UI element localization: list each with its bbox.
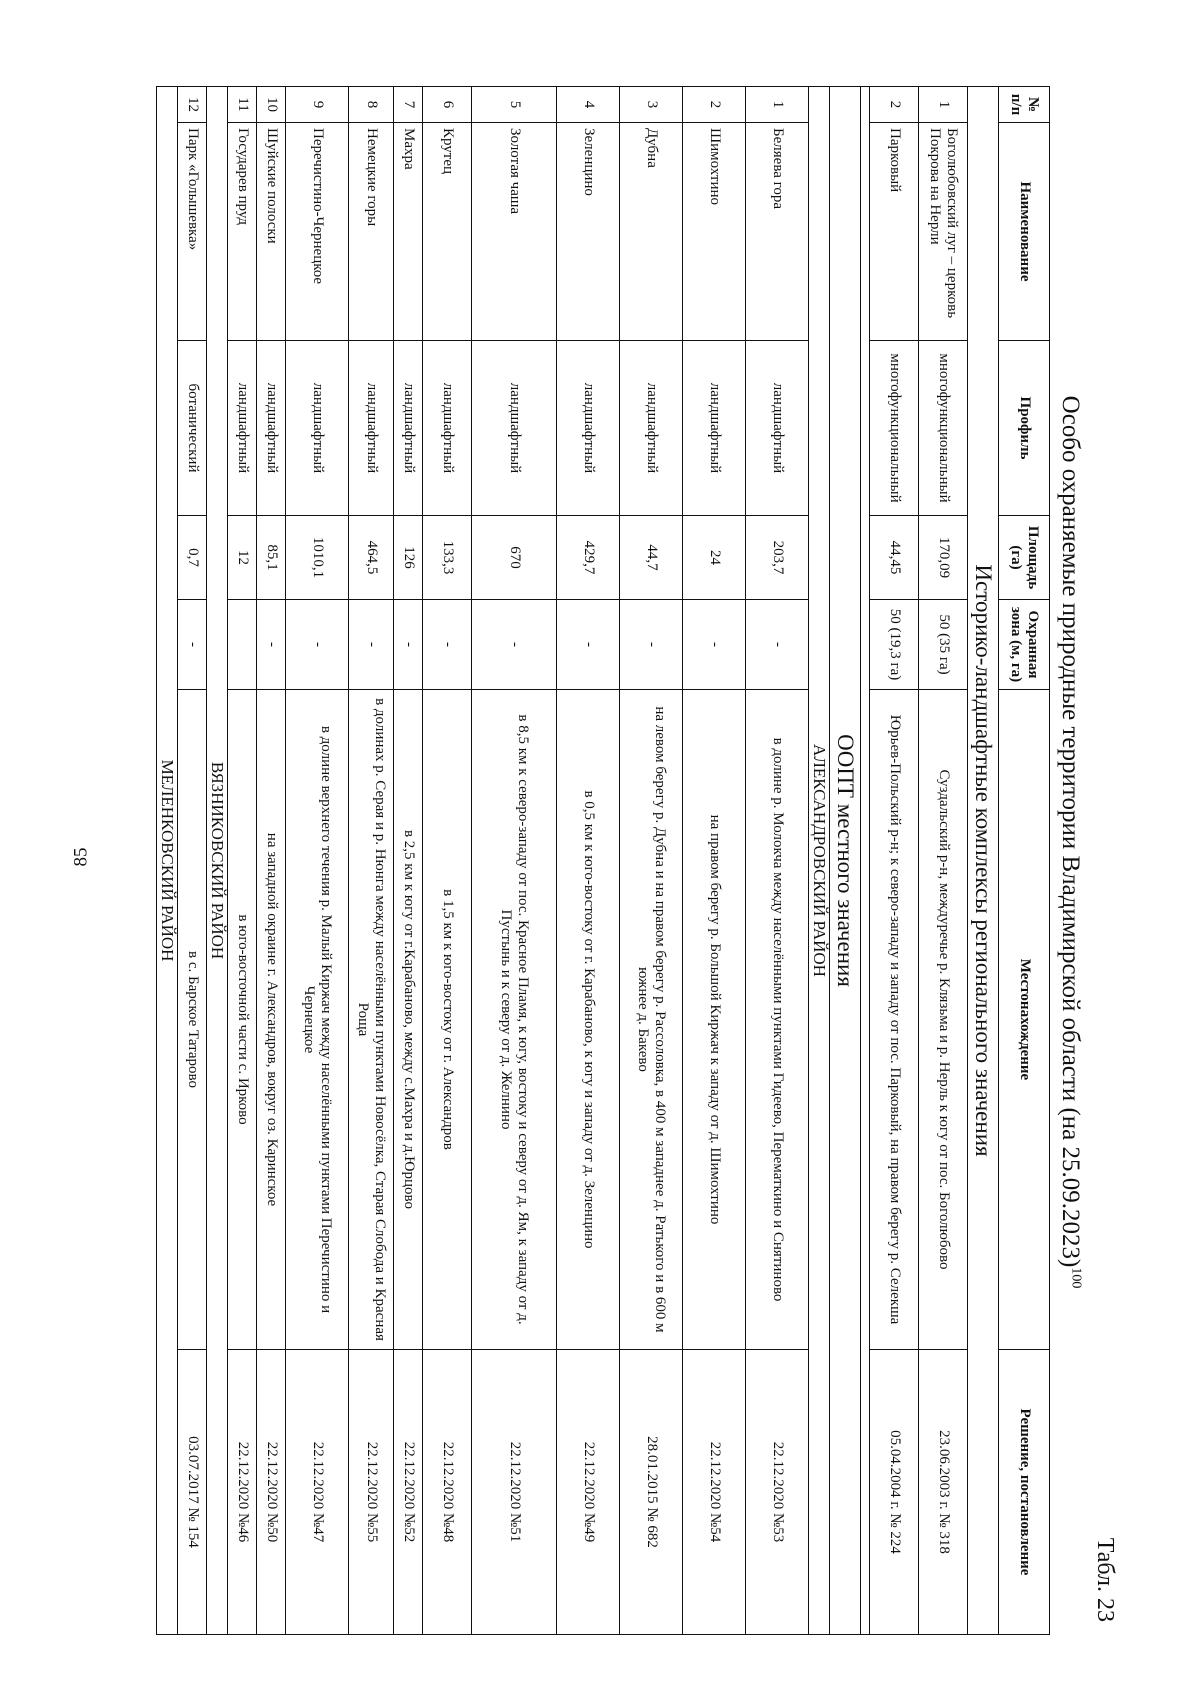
header-decision: Решение, постановление bbox=[999, 1350, 1050, 1635]
cell-profile: ландшафтный bbox=[746, 341, 809, 516]
cell-decision: 22.12.2020 №54 bbox=[683, 1350, 746, 1635]
table-row bbox=[349, 87, 394, 1635]
cell-profile: ландшафтный bbox=[228, 341, 257, 516]
cell-location: в 1,5 км к юго-востоку от г. Александров bbox=[423, 690, 472, 1350]
cell-area: 1010,1 bbox=[286, 516, 349, 600]
cell-area: 670 bbox=[472, 516, 557, 600]
cell-name: Шуйские полоски bbox=[257, 123, 286, 341]
cell-decision: 22.12.2020 №49 bbox=[557, 1350, 620, 1635]
cell-area: 85,1 bbox=[257, 516, 286, 600]
cell-location: в 8,5 км к северо-западу от пос. Красное Пламя, к югу, востоку и северу от д. Ям, к западу от д. Пустынь и к северу от д. Желнино bbox=[472, 690, 557, 1350]
title-footnote: 100 bbox=[1068, 1267, 1084, 1289]
cell-profile: многофункциональный bbox=[919, 341, 968, 516]
cell-name: Беляева гора bbox=[746, 123, 809, 341]
cell-name: Немецкие горы bbox=[349, 123, 394, 341]
table-row bbox=[228, 87, 257, 1635]
header-area: Площадь (га) bbox=[999, 516, 1050, 600]
page-number: 85 bbox=[70, 847, 92, 867]
cell-location: Юрьев-Польский р-н; к северо-западу и западу от пос. Парковый, на правом берегу р. Селекша bbox=[870, 690, 919, 1350]
section-row bbox=[968, 87, 999, 1635]
cell-area: 126 bbox=[394, 516, 423, 600]
cell-name: Парковый bbox=[870, 123, 919, 341]
cell-zone: - bbox=[286, 600, 349, 690]
cell-location: в с. Барское Татарово bbox=[178, 690, 207, 1350]
cell-profile: ландшафтный bbox=[257, 341, 286, 516]
cell-decision: 22.12.2020 №50 bbox=[257, 1350, 286, 1635]
cell-area: 12 bbox=[228, 516, 257, 600]
cell-num: 1 bbox=[746, 87, 809, 123]
header-location: Местонахождение bbox=[999, 690, 1050, 1350]
cell-profile: ландшафтный bbox=[683, 341, 746, 516]
cell-area: 429,7 bbox=[557, 516, 620, 600]
cell-zone: - bbox=[178, 600, 207, 690]
table-row bbox=[746, 87, 809, 1635]
section-local: ООПТ местного значения bbox=[830, 87, 861, 1635]
district-vyazniki: ВЯЗНИКОВСКИЙ РАЙОН bbox=[207, 87, 228, 1635]
cell-num: 6 bbox=[423, 87, 472, 123]
cell-location: на правом берегу р. Большой Киржач к западу от д. Шимохтино bbox=[683, 690, 746, 1350]
cell-area: 170,09 bbox=[919, 516, 968, 600]
header-name: Наименование bbox=[999, 123, 1050, 341]
cell-decision: 22.12.2020 №48 bbox=[423, 1350, 472, 1635]
cell-num: 3 bbox=[620, 87, 683, 123]
section-row bbox=[830, 87, 861, 1635]
cell-location: на левом берегу р. Дубна и на правом берегу р. Рассоловка, в 400 м западнее д. Ратького и в 600 м южнее д. Бакево bbox=[620, 690, 683, 1350]
cell-location: на западной окраине г. Александров, вокруг оз. Каринское bbox=[257, 690, 286, 1350]
cell-zone: - bbox=[349, 600, 394, 690]
cell-decision: 05.04.2004 г. № 224 bbox=[870, 1350, 919, 1635]
cell-location: в долине р. Молокча между населёнными пунктами Гидеево, Перематкино и Снятиново bbox=[746, 690, 809, 1350]
table-label: Табл. 23 bbox=[1092, 1537, 1118, 1622]
section-historic: Историко-ландшафтные комплексы регионального значения bbox=[968, 87, 999, 1635]
cell-decision: 22.12.2020 №53 bbox=[746, 1350, 809, 1635]
cell-location: в 0,5 км к юго-востоку от г. Карабаново, к югу и западу от д. Зеленцино bbox=[557, 690, 620, 1350]
table-row bbox=[683, 87, 746, 1635]
district-alexandrov: АЛЕКСАНДРОВСКИЙ РАЙОН bbox=[809, 87, 830, 1635]
cell-area: 464,5 bbox=[349, 516, 394, 600]
spacer-row bbox=[861, 87, 870, 1635]
cell-zone: - bbox=[423, 600, 472, 690]
cell-zone: - bbox=[683, 600, 746, 690]
district-melenki: МЕЛЕНКОВСКИЙ РАЙОН bbox=[157, 87, 178, 1635]
cell-name: Боголюбовский луг – церковь Покрова на Нерли bbox=[919, 123, 968, 341]
cell-num: 5 bbox=[472, 87, 557, 123]
cell-zone: - bbox=[257, 600, 286, 690]
cell-area: 44,45 bbox=[870, 516, 919, 600]
cell-num: 2 bbox=[870, 87, 919, 123]
table-row bbox=[620, 87, 683, 1635]
cell-area: 44,7 bbox=[620, 516, 683, 600]
header-num: № п/п bbox=[999, 87, 1050, 123]
table-row bbox=[394, 87, 423, 1635]
cell-name: Шимохтино bbox=[683, 123, 746, 341]
district-row bbox=[207, 87, 228, 1635]
cell-decision: 22.12.2020 №51 bbox=[472, 1350, 557, 1635]
cell-decision: 03.07.2017 № 154 bbox=[178, 1350, 207, 1635]
header-profile: Профиль bbox=[999, 341, 1050, 516]
cell-decision: 23.06.2003 г. № 318 bbox=[919, 1350, 968, 1635]
cell-zone: - bbox=[394, 600, 423, 690]
table-row bbox=[557, 87, 620, 1635]
cell-decision: 22.12.2020 №46 bbox=[228, 1350, 257, 1635]
page-title bbox=[1056, 72, 1084, 1612]
table-row bbox=[178, 87, 207, 1635]
cell-profile: ботанический bbox=[178, 341, 207, 516]
cell-name: Парк «Голышевка» bbox=[178, 123, 207, 341]
protected-areas-table bbox=[156, 86, 1050, 1635]
cell-num: 2 bbox=[683, 87, 746, 123]
cell-num: 9 bbox=[286, 87, 349, 123]
cell-location: в долинах р. Серая и р. Нюнга между населёнными пунктами Новосёлка, Старая Слобода и Красная Роща bbox=[349, 690, 394, 1350]
cell-profile: ландшафтный bbox=[620, 341, 683, 516]
table-row bbox=[423, 87, 472, 1635]
title-text: Особо охраняемые природные территории Владимирской области (на 25.09.2023) bbox=[1057, 395, 1084, 1268]
table-header-row bbox=[999, 87, 1050, 1635]
district-row bbox=[809, 87, 830, 1635]
table-row bbox=[919, 87, 968, 1635]
cell-area: 133,3 bbox=[423, 516, 472, 600]
cell-profile: ландшафтный bbox=[423, 341, 472, 516]
cell-decision: 22.12.2020 №47 bbox=[286, 1350, 349, 1635]
cell-location: в долине верхнего течения р. Малый Киржач между населёнными пунктами Перечистино и Чернецкое bbox=[286, 690, 349, 1350]
cell-name: Крутец bbox=[423, 123, 472, 341]
cell-name: Перечистино-Чернецкое bbox=[286, 123, 349, 341]
cell-num: 7 bbox=[394, 87, 423, 123]
cell-zone: - bbox=[620, 600, 683, 690]
cell-area: 24 bbox=[683, 516, 746, 600]
cell-zone: - bbox=[557, 600, 620, 690]
cell-zone: 50 (19,3 га) bbox=[870, 600, 919, 690]
cell-num: 8 bbox=[349, 87, 394, 123]
cell-zone: 50 (35 га) bbox=[919, 600, 968, 690]
cell-decision: 22.12.2020 №55 bbox=[349, 1350, 394, 1635]
cell-num: 1 bbox=[919, 87, 968, 123]
rotated-page-content bbox=[157, 72, 1122, 1632]
district-row bbox=[157, 87, 178, 1635]
cell-decision: 28.01.2015 № 682 bbox=[620, 1350, 683, 1635]
cell-location: в 2,5 км к югу от г.Карабаново, между с.Махра и д.Юрцово bbox=[394, 690, 423, 1350]
cell-name: Зеленцино bbox=[557, 123, 620, 341]
table-row bbox=[472, 87, 557, 1635]
table-row bbox=[257, 87, 286, 1635]
cell-profile: ландшафтный bbox=[286, 341, 349, 516]
cell-num: 10 bbox=[257, 87, 286, 123]
cell-num: 4 bbox=[557, 87, 620, 123]
cell-profile: многофункциональный bbox=[870, 341, 919, 516]
header-zone: Охранная зона (м, га) bbox=[999, 600, 1050, 690]
cell-profile: ландшафтный bbox=[557, 341, 620, 516]
cell-decision: 22.12.2020 №52 bbox=[394, 1350, 423, 1635]
cell-num: 12 bbox=[178, 87, 207, 123]
cell-profile: ландшафтный bbox=[394, 341, 423, 516]
cell-name: Дубна bbox=[620, 123, 683, 341]
table-row bbox=[870, 87, 919, 1635]
cell-zone: - bbox=[472, 600, 557, 690]
cell-area: 0,7 bbox=[178, 516, 207, 600]
cell-profile: ландшафтный bbox=[472, 341, 557, 516]
cell-name: Государев пруд bbox=[228, 123, 257, 341]
table-row bbox=[286, 87, 349, 1635]
cell-location: Суздальский р-н, междуречье р. Клязьма и р. Нерль к югу от пос. Боголюбово bbox=[919, 690, 968, 1350]
cell-zone: - bbox=[746, 600, 809, 690]
cell-zone bbox=[228, 600, 257, 690]
cell-profile: ландшафтный bbox=[349, 341, 394, 516]
cell-num: 11 bbox=[228, 87, 257, 123]
cell-location: в юго-восточной части с. Ирково bbox=[228, 690, 257, 1350]
cell-area: 203,7 bbox=[746, 516, 809, 600]
cell-name: Золотая чаша bbox=[472, 123, 557, 341]
cell-name: Махра bbox=[394, 123, 423, 341]
